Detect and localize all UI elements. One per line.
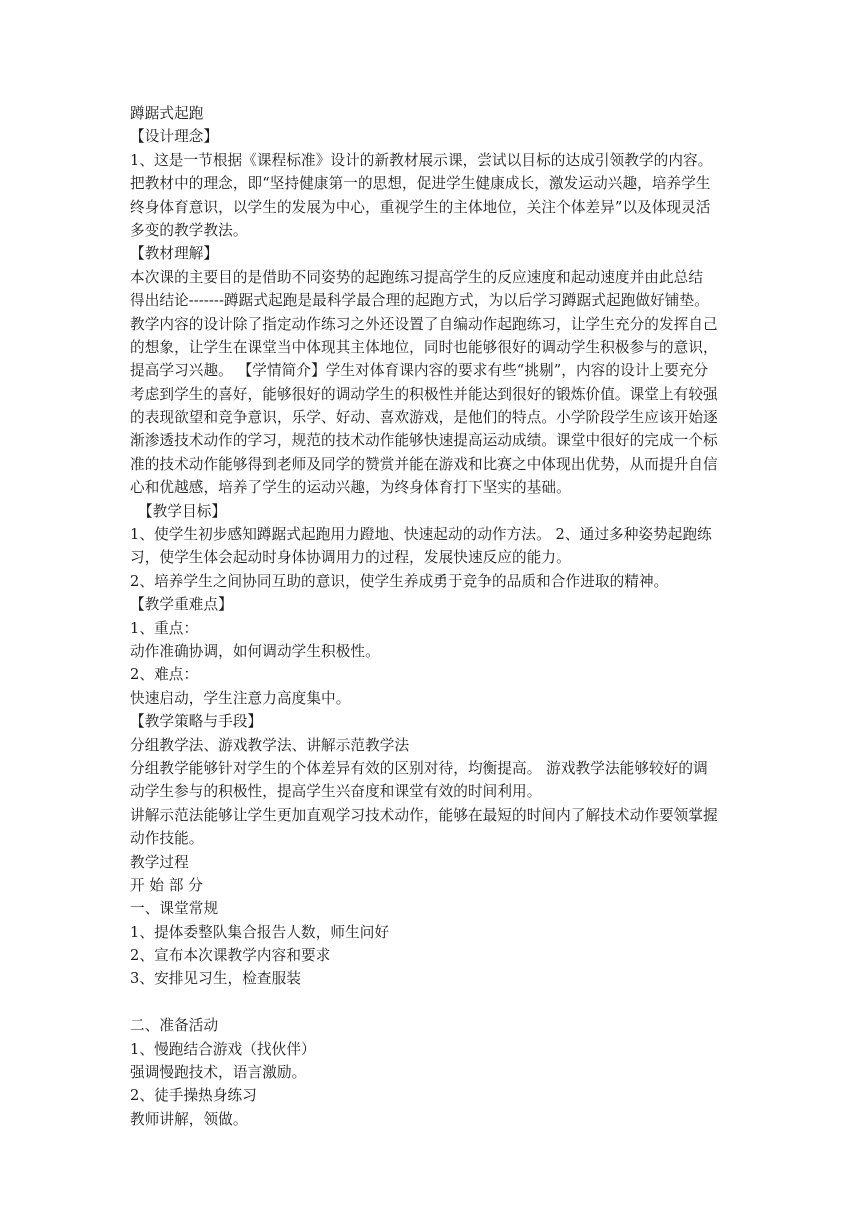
section-heading-teaching-strategy: 【教学策略与手段】 <box>130 713 263 731</box>
document-title: 蹲踞式起跑 <box>130 105 204 122</box>
paragraph-line: 1、使学生初步感知蹲踞式起跑用力蹬地、快速起动的动作方法。 2、通过多种姿势起跑练 <box>130 526 712 544</box>
paragraph-line: 提高学习兴趣。 【学情简介】学生对体育课内容的要求有些“挑剔”，内容的设计上要充分 <box>130 362 709 380</box>
paragraph-line: 讲解示范法能够让学生更加直观学习技术动作，能够在最短的时间内了解技术动作要领掌握 <box>130 806 718 824</box>
paragraph-line: 得出结论-------蹲踞式起跑是最科学最合理的起跑方式，为以后学习蹲踞式起跑做好铺垫。 <box>130 292 709 310</box>
paragraph-line: 的想象，让学生在课堂当中体现其主体地位，同时也能够很好的调动学生积极参与的意识， <box>130 338 718 356</box>
paragraph-line: 分组教学能够针对学生的个体差异有效的区别对待，均衡提高。 游戏教学法能够较好的调 <box>130 759 708 777</box>
paragraph-line: 多变的教学教法。 <box>130 221 248 239</box>
paragraph-line: 分组教学法、游戏教学法、讲解示范教学法 <box>130 736 410 754</box>
list-heading: 二、准备活动 <box>130 1017 219 1035</box>
paragraph-line: 2、培养学生之间协同互助的意识，使学生养成勇于竞争的品质和合作进取的精神。 <box>130 572 669 590</box>
blank-line <box>130 991 732 1014</box>
section-heading-key-difficult-points: 【教学重难点】 <box>130 596 233 614</box>
paragraph-line: 动学生参与的积极性，提高学生兴奋度和课堂有效的时间利用。 <box>130 783 542 801</box>
list-item: 2、宣布本次课教学内容和要求 <box>130 947 331 965</box>
section-heading-teaching-goals: 【教学目标】 <box>138 502 227 520</box>
paragraph-line: 本次课的主要目的是借助不同姿势的起跑练习提高学生的反应速度和起动速度并由此总结 <box>130 268 704 286</box>
paragraph-line: 动作准确协调，如何调动学生积极性。 <box>130 642 380 660</box>
list-item: 2、徒手操热身练习 <box>130 1087 257 1105</box>
paragraph-line: 快速启动，学生注意力高度集中。 <box>130 689 351 707</box>
document-page <box>130 102 732 1131</box>
list-item: 3、安排见习生，检查服装 <box>130 970 302 988</box>
list-item: 2、难点： <box>130 666 199 684</box>
paragraph-line: 把教材中的理念，即“坚持健康第一的思想，促进学生健康成长，激发运动兴趣，培养学生 <box>130 175 711 193</box>
section-heading-material-understanding: 【教材理解】 <box>130 245 219 263</box>
paragraph-line: 习，使学生体会起动时身体协调用力的过程，发展快速反应的能力。 <box>130 549 571 567</box>
paragraph-line: 考虑到学生的喜好，能够很好的调动学生的积极性并能达到很好的锻炼价值。课堂上有较强 <box>130 385 718 403</box>
paragraph-line: 的表现欲望和竞争意识，乐学、好动、喜欢游戏，是他们的特点。小学阶段学生应该开始逐 <box>130 409 718 427</box>
section-heading-teaching-process: 教学过程 <box>130 853 189 871</box>
list-heading: 一、课堂常规 <box>130 900 219 918</box>
paragraph-line: 渐渗透技术动作的学习，规范的技术动作能够快速提高运动成绩。课堂中很好的完成一个标 <box>130 432 718 450</box>
paragraph-line: 强调慢跑技术，语言激励。 <box>130 1064 307 1082</box>
list-item: 1、重点： <box>130 619 199 637</box>
paragraph-line: 教师讲解，领做。 <box>130 1110 248 1128</box>
list-item: 1、提体委整队集合报告人数，师生问好 <box>130 923 390 941</box>
subsection-heading-start-part: 开 始 部 分 <box>130 876 203 894</box>
paragraph-line: 终身体育意识，以学生的发展为中心，重视学生的主体地位，关注个体差异”以及体现灵活 <box>130 198 711 216</box>
section-heading-design-concept: 【设计理念】 <box>130 128 219 146</box>
list-item: 1、慢跑结合游戏（找伙伴） <box>130 1040 316 1058</box>
paragraph-line: 动作技能。 <box>130 830 204 848</box>
paragraph-line: 心和优越感，培养了学生的运动兴趣，为终身体育打下坚实的基础。 <box>130 479 571 497</box>
paragraph-line: 准的技术动作能够得到老师及同学的赞赏并能在游戏和比赛之中体现出优势，从而提升自信 <box>130 455 718 473</box>
paragraph-line: 1、这是一节根据《课程标准》设计的新教材展示课，尝试以目标的达成引领教学的内容。 <box>130 151 713 169</box>
paragraph-line: 教学内容的设计除了指定动作练习之外还设置了自编动作起跑练习，让学生充分的发挥自己 <box>130 315 718 333</box>
